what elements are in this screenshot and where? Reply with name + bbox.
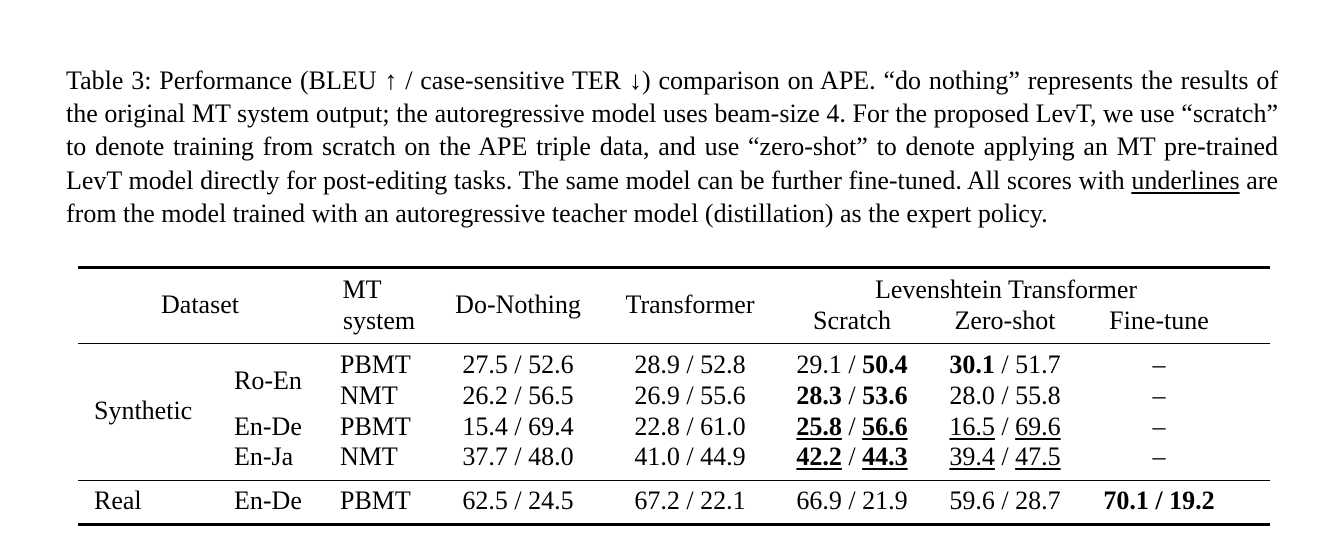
row4-transformer: 41.0 / 44.9 (634, 442, 746, 471)
caption-underlined-word: underlines (1131, 165, 1240, 195)
table-caption (66, 64, 1278, 230)
header-scratch: Scratch (813, 306, 891, 335)
row1-scratch: 29.1 / 50.4 (796, 350, 908, 379)
row4-zero-shot: 39.4 / 47.5 (949, 442, 1061, 471)
caption-text-part2: are from the model trained with an autoregressive teacher model (distillation) as the expert policy. (66, 165, 1278, 228)
row1-zero-shot: 30.1 / 51.7 (949, 350, 1061, 379)
caption-text-part1: Table 3: Performance (BLEU ↑ / case-sensitive TER ↓) comparison on APE. “do nothing” represents the results of the original MT system output; the autoregressive model uses beam-size 4. For the proposed LevT, we use “scratch” to denote training from scratch on the APE triple data, and use “zero-shot” to denote applying an MT pre-trained LevT model directly for post-editing tasks. The same model can be further fine-tuned. All scores with (66, 66, 1278, 195)
row2-system: NMT (340, 381, 398, 410)
row3-scratch: 25.8 / 56.6 (796, 412, 908, 441)
header-zero-shot: Zero-shot (954, 306, 1056, 335)
row4-system: NMT (340, 442, 398, 471)
pair-en-ja: En-Ja (234, 442, 294, 471)
row2-do-nothing: 26.2 / 56.5 (462, 381, 574, 410)
row1-transformer: 28.9 / 52.8 (634, 350, 746, 379)
row5-system: PBMT (340, 486, 411, 515)
row2-transformer: 26.9 / 55.6 (634, 381, 746, 410)
pair-en-de: En-De (234, 412, 302, 441)
header-mt-line2: system (342, 306, 416, 335)
row5-fine-tune: 70.1 / 19.2 (1103, 486, 1215, 515)
row2-zero-shot: 28.0 / 55.8 (949, 381, 1061, 410)
pair-ro-en: Ro-En (234, 366, 302, 395)
row2-fine-tune: – (1152, 381, 1166, 410)
row3-system: PBMT (340, 412, 411, 441)
row5-scratch: 66.9 / 21.9 (796, 486, 908, 515)
row1-fine-tune: – (1152, 350, 1166, 379)
row4-scratch: 42.2 / 44.3 (796, 442, 908, 471)
table-synthetic-real-rule (78, 480, 1270, 481)
row5-zero-shot: 59.6 / 28.7 (949, 486, 1061, 515)
row4-fine-tune: – (1152, 442, 1166, 471)
header-do-nothing: Do-Nothing (455, 290, 581, 319)
row5-do-nothing: 62.5 / 24.5 (462, 486, 574, 515)
row3-zero-shot: 16.5 / 69.6 (949, 412, 1061, 441)
table-header-rule (78, 343, 1270, 344)
row2-scratch: 28.3 / 53.6 (796, 381, 908, 410)
row4-do-nothing: 37.7 / 48.0 (462, 442, 574, 471)
header-mt-line1: MT (342, 275, 382, 304)
row3-fine-tune: – (1152, 412, 1166, 441)
header-levenshtein-transformer: Levenshtein Transformer (874, 275, 1138, 304)
table-bottom-rule (78, 523, 1270, 526)
row5-transformer: 67.2 / 22.1 (634, 486, 746, 515)
pair-real-en-de: En-De (234, 486, 302, 515)
table-top-rule (78, 266, 1270, 269)
header-dataset: Dataset (161, 290, 239, 319)
row3-do-nothing: 15.4 / 69.4 (462, 412, 574, 441)
row3-transformer: 22.8 / 61.0 (634, 412, 746, 441)
header-transformer: Transformer (625, 290, 755, 319)
group-synthetic: Synthetic (94, 396, 193, 425)
group-real: Real (94, 486, 142, 515)
row1-system: PBMT (340, 350, 411, 379)
header-fine-tune: Fine-tune (1109, 306, 1209, 335)
row1-do-nothing: 27.5 / 52.6 (462, 350, 574, 379)
